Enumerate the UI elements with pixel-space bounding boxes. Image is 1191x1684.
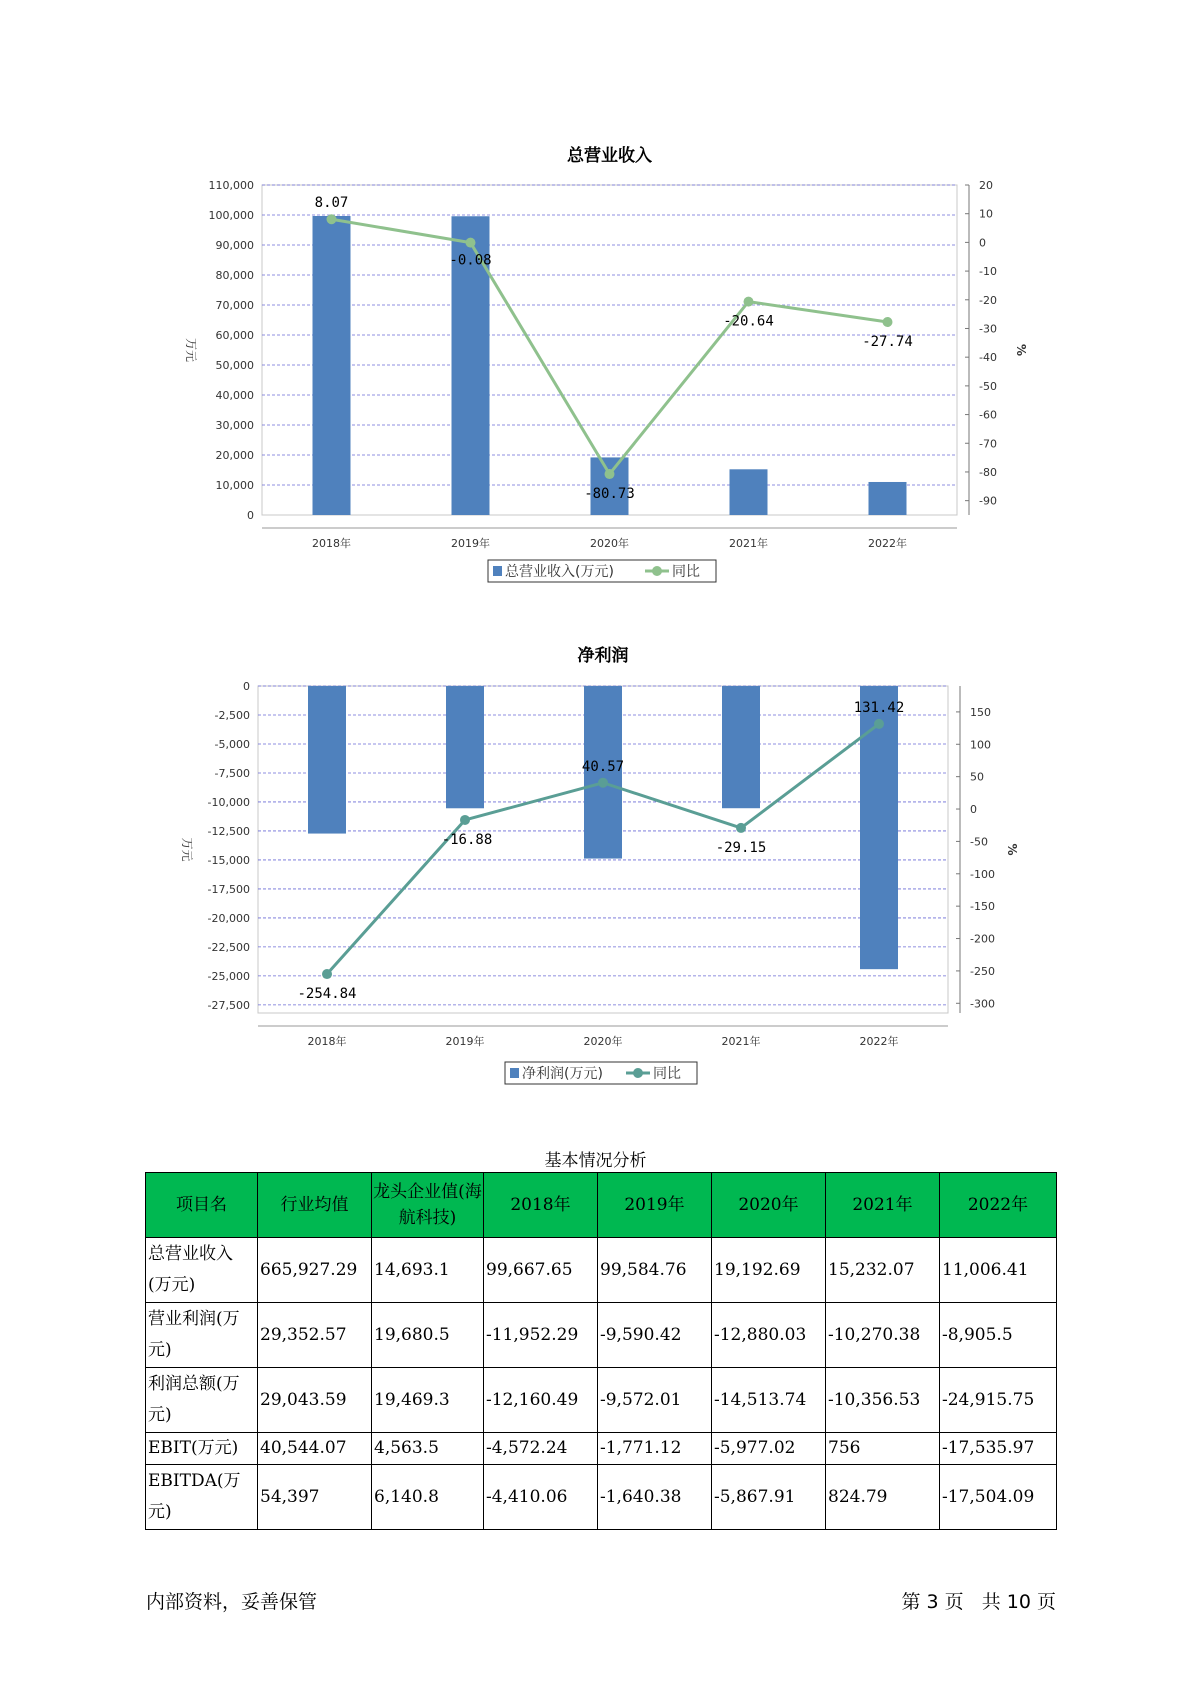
y-tick-label: 100,000: [208, 209, 254, 222]
yoy-point: [874, 719, 884, 729]
basic-analysis-table: [145, 1172, 1057, 1530]
legend-line-marker: [652, 566, 662, 576]
y2-axis-label: %: [1005, 843, 1019, 856]
data-label: -27.74: [862, 333, 913, 350]
table-cell: -12,880.03: [712, 1303, 826, 1368]
yoy-point: [322, 969, 332, 979]
table-row: [146, 1465, 1057, 1530]
net-profit-chart: [0, 600, 1191, 1100]
y-axis-label: 万元: [184, 337, 198, 363]
yoy-point: [327, 214, 337, 224]
table-header-cell: 2019年: [598, 1173, 712, 1238]
y2-tick-label: -20: [979, 293, 997, 307]
table-cell: 40,544.07: [258, 1433, 372, 1465]
table-cell: -10,356.53: [826, 1368, 940, 1433]
x-tick-label: 2021年: [721, 1035, 761, 1048]
bar: [313, 216, 351, 515]
y-tick-label: 60,000: [215, 329, 254, 342]
table-cell: 665,927.29: [258, 1238, 372, 1303]
legend-line-label: 同比: [653, 1066, 681, 1082]
table-cell: 19,192.69: [712, 1238, 826, 1303]
y2-tick-label: -10: [979, 265, 997, 279]
data-label: -254.84: [297, 986, 357, 1003]
table-cell: -9,572.01: [598, 1368, 712, 1433]
table-header-cell: 龙头企业值(海航科技): [372, 1173, 484, 1238]
footer-page-number: 第 3 页 共 10 页: [901, 1591, 1056, 1613]
table-cell: 824.79: [826, 1465, 940, 1530]
legend-bar-swatch: [493, 566, 502, 576]
yoy-point: [605, 469, 615, 479]
y-tick-label: -5,000: [214, 737, 250, 751]
y-tick-label: -2,500: [214, 708, 250, 722]
y2-tick-label: -100: [970, 867, 995, 881]
y-tick-label: 10,000: [215, 479, 254, 492]
table-cell: 15,232.07: [826, 1238, 940, 1303]
y2-tick-label: -250: [970, 964, 995, 978]
table-cell: -5,977.02: [712, 1433, 826, 1465]
table-cell: 19,680.5: [372, 1303, 484, 1368]
x-tick-label: 2019年: [445, 1035, 485, 1048]
legend-line-marker: [633, 1068, 643, 1078]
y2-tick-label: -30: [979, 322, 997, 336]
y2-tick-label: 10: [979, 207, 993, 221]
x-tick-label: 2019年: [451, 537, 490, 550]
table-cell: -1,771.12: [598, 1433, 712, 1465]
table-header-cell: 2018年: [484, 1173, 598, 1238]
table-cell: 14,693.1: [372, 1238, 484, 1303]
net-profit-chart-svg: [0, 600, 1191, 1100]
table-cell: -24,915.75: [940, 1368, 1057, 1433]
row-label-cell: EBITDA(万元): [146, 1465, 258, 1530]
y2-tick-label: -300: [970, 997, 995, 1011]
table-row: [146, 1303, 1057, 1368]
legend-bar-label: 净利润(万元): [522, 1066, 603, 1082]
y2-tick-label: -90: [979, 494, 997, 508]
y2-tick-label: -40: [979, 351, 997, 365]
row-label-cell: 总营业收入(万元): [146, 1238, 258, 1303]
y-tick-label: 110,000: [208, 179, 254, 192]
yoy-line: [332, 219, 888, 474]
table-cell: -17,504.09: [940, 1465, 1057, 1530]
data-label: -0.08: [449, 252, 492, 269]
table-cell: -17,535.97: [940, 1433, 1057, 1465]
bar: [308, 686, 346, 834]
x-tick-label: 2021年: [729, 537, 768, 550]
y-tick-label: -22,500: [207, 940, 250, 954]
data-label: 131.42: [853, 699, 905, 716]
chart-title: 总营业收入: [567, 146, 652, 166]
yoy-point: [466, 238, 476, 248]
table-cell: 4,563.5: [372, 1433, 484, 1465]
y-tick-label: 70,000: [215, 299, 254, 312]
yoy-point: [736, 823, 746, 833]
revenue-chart: [0, 0, 1191, 600]
y2-tick-label: -150: [970, 900, 995, 914]
y-tick-label: -12,500: [207, 824, 250, 838]
y-tick-label: -15,000: [207, 853, 250, 867]
y-tick-label: -7,500: [214, 766, 250, 780]
legend-line-label: 同比: [672, 564, 700, 580]
y2-tick-label: 100: [970, 738, 991, 752]
yoy-point: [598, 778, 608, 788]
bar: [446, 686, 484, 808]
table-cell: 29,043.59: [258, 1368, 372, 1433]
y-tick-label: 40,000: [215, 389, 254, 402]
y2-tick-label: 150: [970, 705, 991, 719]
y-tick-label: 0: [247, 509, 254, 522]
table-cell: 756: [826, 1433, 940, 1465]
x-tick-label: 2022年: [868, 537, 907, 550]
y-tick-label: -17,500: [207, 882, 250, 896]
table-cell: -1,640.38: [598, 1465, 712, 1530]
legend-bar-label: 总营业收入(万元): [505, 564, 614, 580]
bar: [730, 469, 768, 515]
table-cell: -14,513.74: [712, 1368, 826, 1433]
x-tick-label: 2018年: [307, 1035, 347, 1048]
chart-title: 净利润: [577, 646, 629, 666]
table-header-cell: 2020年: [712, 1173, 826, 1238]
table-header-row: [146, 1173, 1057, 1238]
revenue-chart-svg: [0, 0, 1191, 600]
table-title: 基本情况分析: [544, 1151, 647, 1171]
table-cell: 11,006.41: [940, 1238, 1057, 1303]
y2-tick-label: -80: [979, 465, 997, 479]
table-cell: 54,397: [258, 1465, 372, 1530]
y2-tick-label: -70: [979, 437, 997, 451]
data-label: -80.73: [584, 486, 635, 503]
table-cell: 99,667.65: [484, 1238, 598, 1303]
yoy-point: [744, 297, 754, 307]
table-row: [146, 1238, 1057, 1303]
y-tick-label: 0: [243, 680, 250, 693]
table-header-cell: 2021年: [826, 1173, 940, 1238]
y2-axis-label: %: [1014, 343, 1028, 357]
x-tick-label: 2020年: [590, 537, 629, 550]
table-cell: 99,584.76: [598, 1238, 712, 1303]
y2-tick-label: 0: [970, 803, 977, 817]
table-cell: 6,140.8: [372, 1465, 484, 1530]
x-tick-label: 2018年: [312, 537, 351, 550]
table-cell: 29,352.57: [258, 1303, 372, 1368]
row-label-cell: 营业利润(万元): [146, 1303, 258, 1368]
footer-confidential: 内部资料，妥善保管: [146, 1591, 318, 1613]
table-row: [146, 1433, 1057, 1465]
yoy-point: [460, 815, 470, 825]
y2-tick-label: 20: [979, 179, 993, 192]
yoy-point: [883, 317, 893, 327]
table-cell: -12,160.49: [484, 1368, 598, 1433]
y2-tick-label: -200: [970, 932, 995, 946]
table-cell: -4,572.24: [484, 1433, 598, 1465]
table-cell: -10,270.38: [826, 1303, 940, 1368]
y-tick-label: 50,000: [215, 359, 254, 372]
x-tick-label: 2020年: [583, 1035, 623, 1048]
table-header-cell: 2022年: [940, 1173, 1057, 1238]
data-label: 40.57: [581, 758, 625, 775]
table-header-cell: 行业均值: [258, 1173, 372, 1238]
data-label: -16.88: [441, 831, 493, 848]
table-cell: 19,469.3: [372, 1368, 484, 1433]
y-tick-label: -25,000: [207, 969, 250, 983]
y-tick-label: 90,000: [215, 239, 254, 252]
data-label: 8.07: [314, 195, 349, 212]
table-cell: -5,867.91: [712, 1465, 826, 1530]
data-label: -20.64: [723, 313, 774, 330]
bar: [722, 686, 760, 808]
y-tick-label: 80,000: [215, 269, 254, 282]
table-cell: -9,590.42: [598, 1303, 712, 1368]
row-label-cell: 利润总额(万元): [146, 1368, 258, 1433]
data-label: -29.15: [715, 839, 767, 856]
table-cell: -11,952.29: [484, 1303, 598, 1368]
table-cell: -4,410.06: [484, 1465, 598, 1530]
y-axis-label: 万元: [180, 837, 194, 862]
y2-tick-label: -50: [970, 835, 988, 849]
y-tick-label: -10,000: [207, 795, 250, 809]
y-tick-label: 30,000: [215, 419, 254, 432]
table-cell: -8,905.5: [940, 1303, 1057, 1368]
table-row: [146, 1368, 1057, 1433]
y-tick-label: -20,000: [207, 911, 250, 925]
x-tick-label: 2022年: [859, 1035, 899, 1048]
y-tick-label: -27,500: [207, 998, 250, 1012]
y2-tick-label: 50: [970, 770, 984, 784]
table-header-cell: 项目名: [146, 1173, 258, 1238]
legend-bar-swatch: [510, 1068, 519, 1078]
y2-tick-label: -60: [979, 408, 997, 422]
y-tick-label: 20,000: [215, 449, 254, 462]
y2-tick-label: 0: [979, 236, 986, 250]
y2-tick-label: -50: [979, 379, 997, 393]
row-label-cell: EBIT(万元): [146, 1433, 258, 1465]
bar: [869, 482, 907, 515]
